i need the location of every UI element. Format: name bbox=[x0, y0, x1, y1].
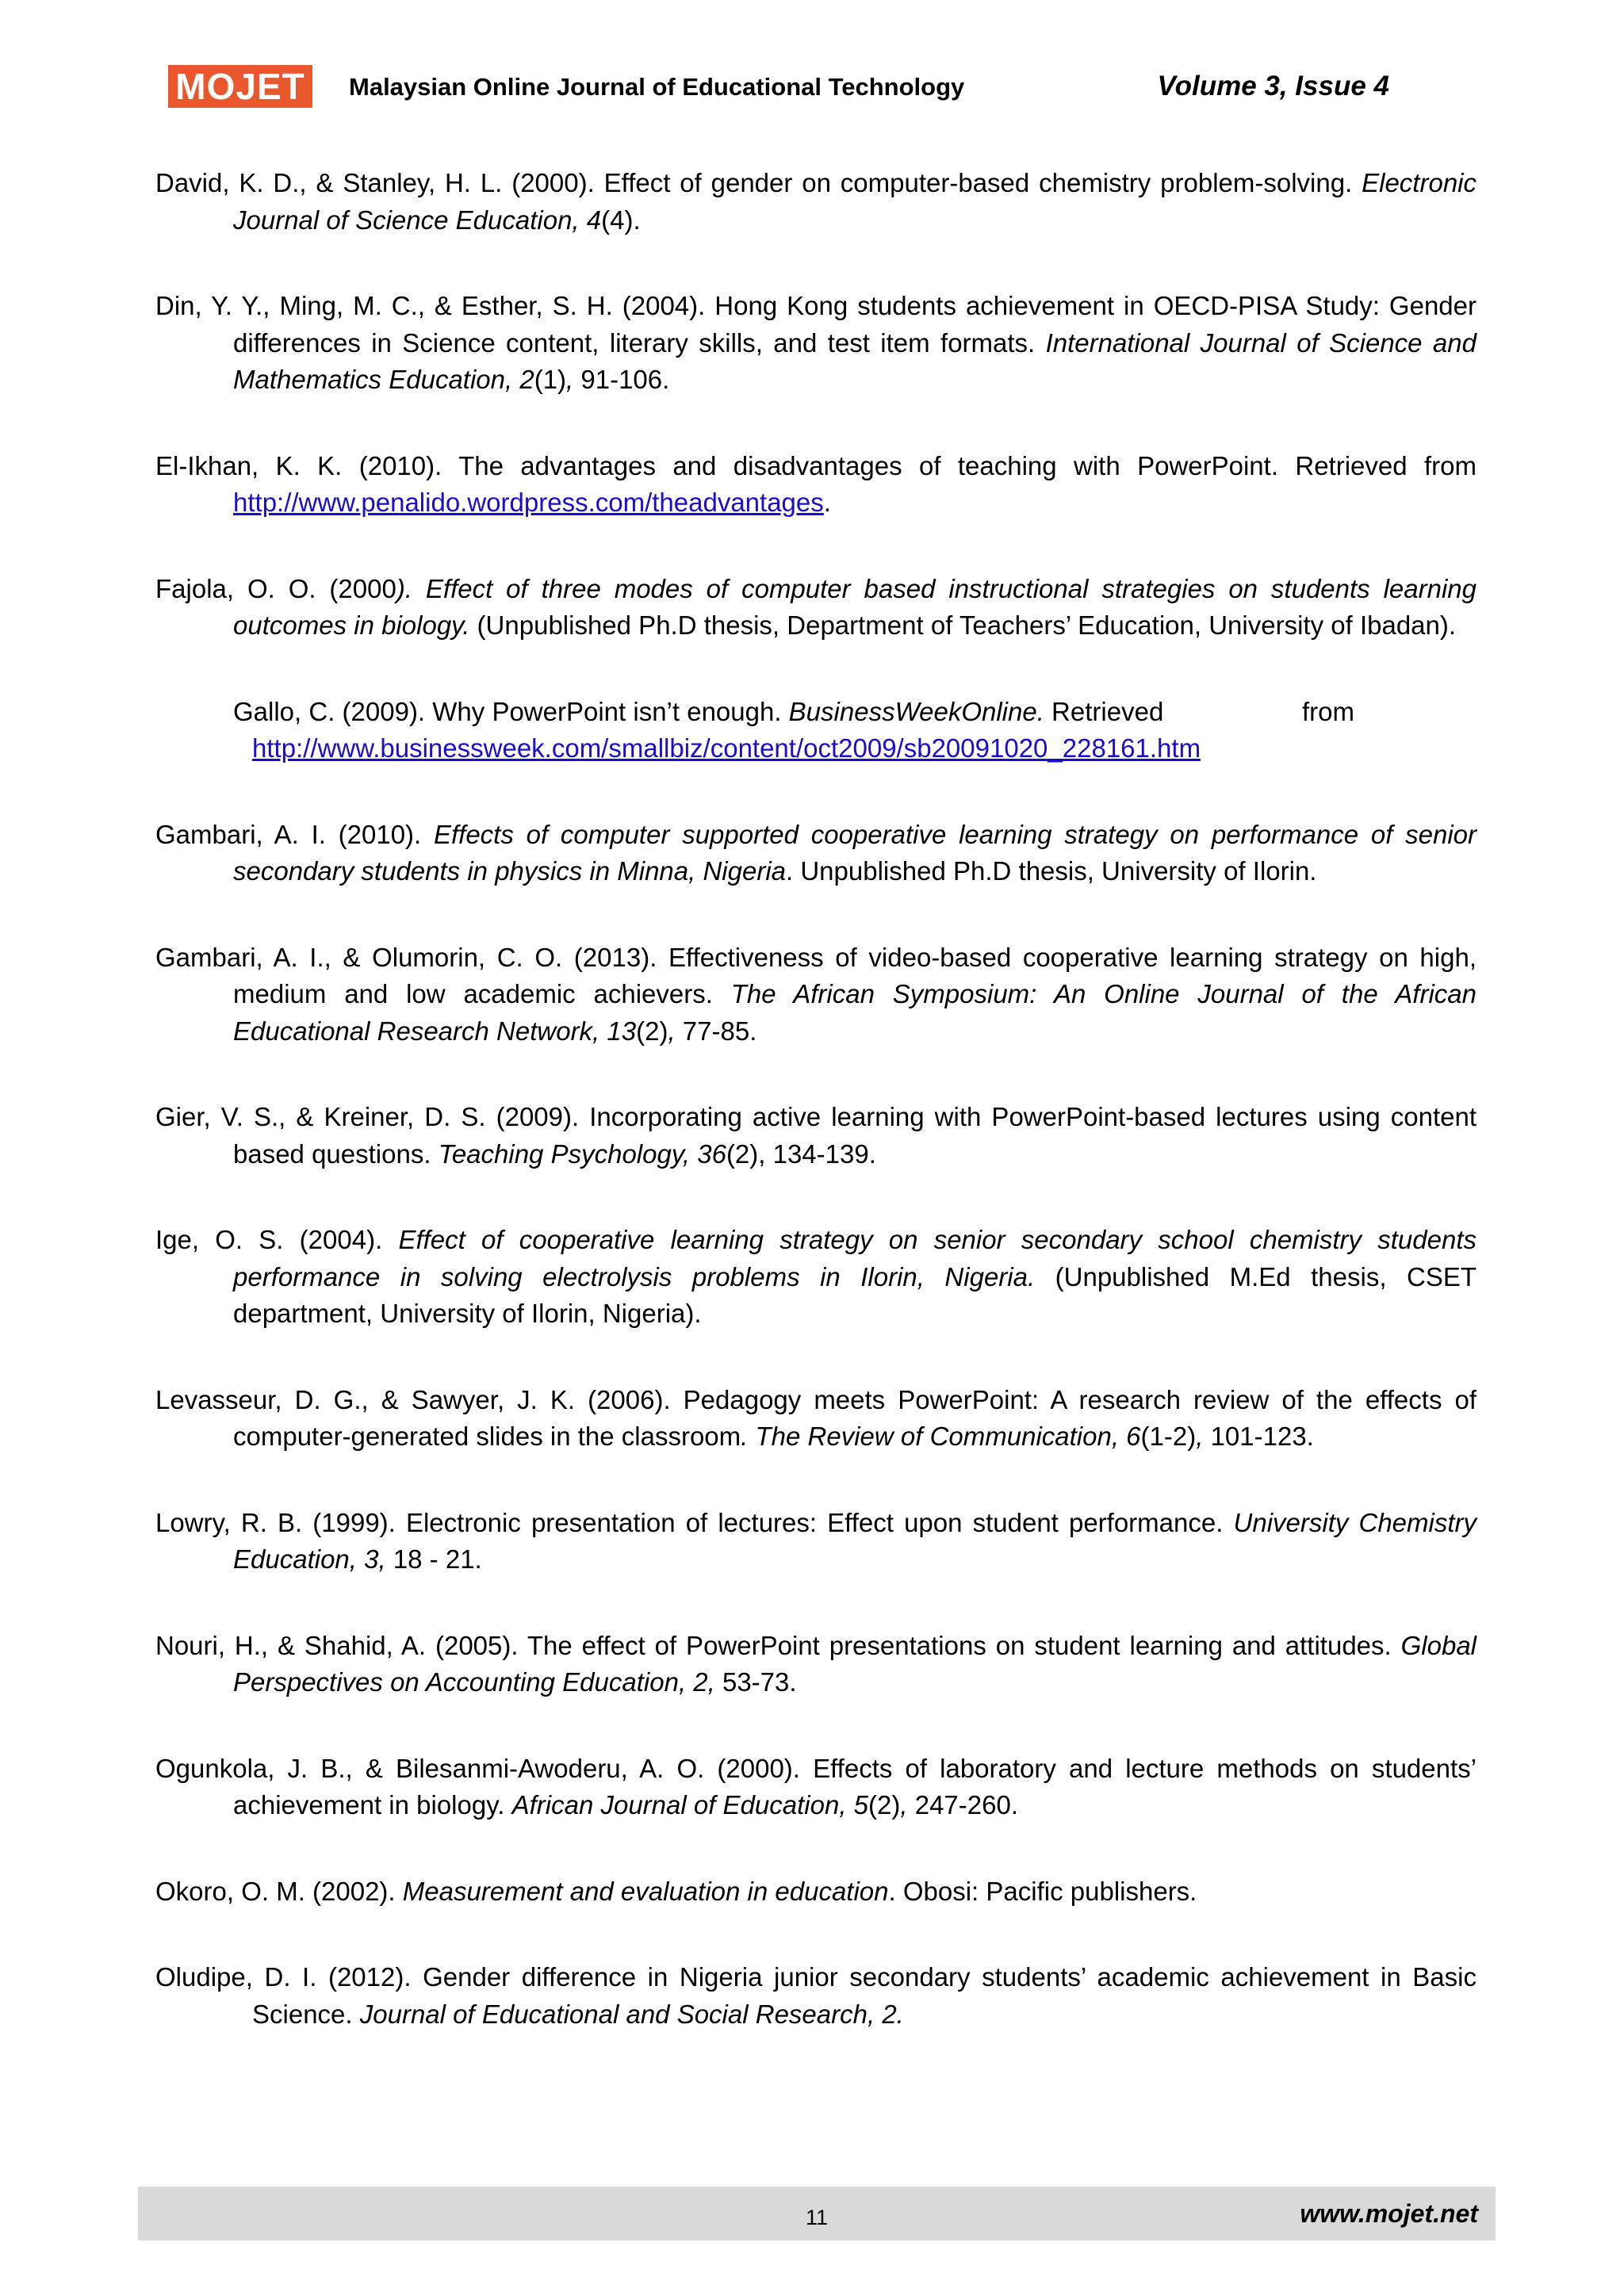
reference-link-businessweek[interactable]: http://www.businessweek.com/smallbiz/content/oct2009/sb20091020_228161.htm bbox=[252, 733, 1201, 763]
reference-list bbox=[155, 165, 1477, 2082]
reference-ogunkola: Ogunkola, J. B., & Bilesanmi-Awoderu, A. O. (2000). Effects of laboratory and lecture methods on students’ achievement in biology. African Journal of Education, 5(2), 247-260. bbox=[155, 1753, 1477, 1820]
reference-gambari-2013: Gambari, A. I., & Olumorin, C. O. (2013). Effectiveness of video-based cooperative learning strategy on high, medium and low academic achievers. The African Symposium: An Online Journal of the African Educational Research Network, 13(2), 77-85. bbox=[155, 942, 1477, 1046]
reference-okoro: Okoro, O. M. (2002). Measurement and evaluation in education. Obosi: Pacific publishers. bbox=[155, 1876, 1197, 1906]
reference-gambari-2010: Gambari, A. I. (2010). Effects of computer supported cooperative learning strategy on performance of senior secondary students in physics in Minna, Nigeria. Unpublished Ph.D thesis, University of Ilorin. bbox=[155, 819, 1477, 886]
reference-lowry: Lowry, R. B. (1999). Electronic presentation of lectures: Effect upon student performance. University Chemistry Education, 3, 18 - 21. bbox=[155, 1507, 1477, 1574]
reference-david: David, K. D., & Stanley, H. L. (2000). Effect of gender on computer-based chemistry problem-solving. Electronic Journal of Science Education, 4(4). bbox=[155, 168, 1477, 235]
reference-oludipe: Oludipe, D. I. (2012). Gender difference in Nigeria junior secondary students’ academic achievement in Basic Science. Journal of Educational and Social Research, 2. bbox=[155, 1962, 1477, 2029]
reference-levasseur: Levasseur, D. G., & Sawyer, J. K. (2006). Pedagogy meets PowerPoint: A research review of the effects of computer-generated slides in the classroom. The Review of Communication, 6(1-2), 101-123. bbox=[155, 1384, 1477, 1451]
reference-gier: Gier, V. S., & Kreiner, D. S. (2009). Incorporating active learning with PowerPoint-based lectures using content based questions. Teaching Psychology, 36(2), 134-139. bbox=[155, 1102, 1477, 1169]
journal-title: Malaysian Online Journal of Educational Technology bbox=[349, 73, 965, 101]
page-header bbox=[168, 63, 1389, 111]
reference-fajola: Fajola, O. O. (2000). Effect of three modes of computer based instructional strategies on students learning outcomes in biology. (Unpublished Ph.D thesis, Department of Teachers’ Education, University of Ibadan). bbox=[155, 573, 1477, 640]
website-link[interactable]: www.mojet.net bbox=[1300, 2199, 1478, 2228]
reference-ige: Ige, O. S. (2004). Effect of cooperative learning strategy on senior secondary school chemistry students performance in solving electrolysis problems in Ilorin, Nigeria. (Unpublished M.Ed thesis, CSET department, University of Ilorin, Nigeria). bbox=[155, 1225, 1477, 1328]
mojet-logo: MOJET bbox=[168, 65, 312, 108]
page-footer bbox=[138, 2187, 1496, 2241]
issue-label: Volume 3, Issue 4 bbox=[1157, 71, 1389, 101]
reference-elikhan: El-Ikhan, K. K. (2010). The advantages and disadvantages of teaching with PowerPoint. Retrieved from http://www.penalido.wordpress.com/theadvantages. bbox=[155, 450, 1477, 517]
reference-link-penalido[interactable]: http://www.penalido.wordpress.com/theadvantages bbox=[233, 488, 824, 517]
reference-nouri: Nouri, H., & Shahid, A. (2005). The effect of PowerPoint presentations on student learning and attitudes. Global Perspectives on Accounting Education, 2, 53-73. bbox=[155, 1630, 1477, 1697]
reference-gallo: Gallo, C. (2009). Why PowerPoint isn’t enough. BusinessWeekOnline. Retrieved from http://www.businessweek.com/smallbiz/content/oct2009/sb20091020_228161.htm bbox=[155, 694, 1477, 767]
page-number: 11 bbox=[805, 2206, 829, 2229]
reference-din: Din, Y. Y., Ming, M. C., & Esther, S. H. (2004). Hong Kong students achievement in OECD-PISA Study: Gender differences in Science content, literary skills, and test item formats. International Journal of Science and Mathematics Education, 2(1), 91-106. bbox=[155, 291, 1477, 394]
